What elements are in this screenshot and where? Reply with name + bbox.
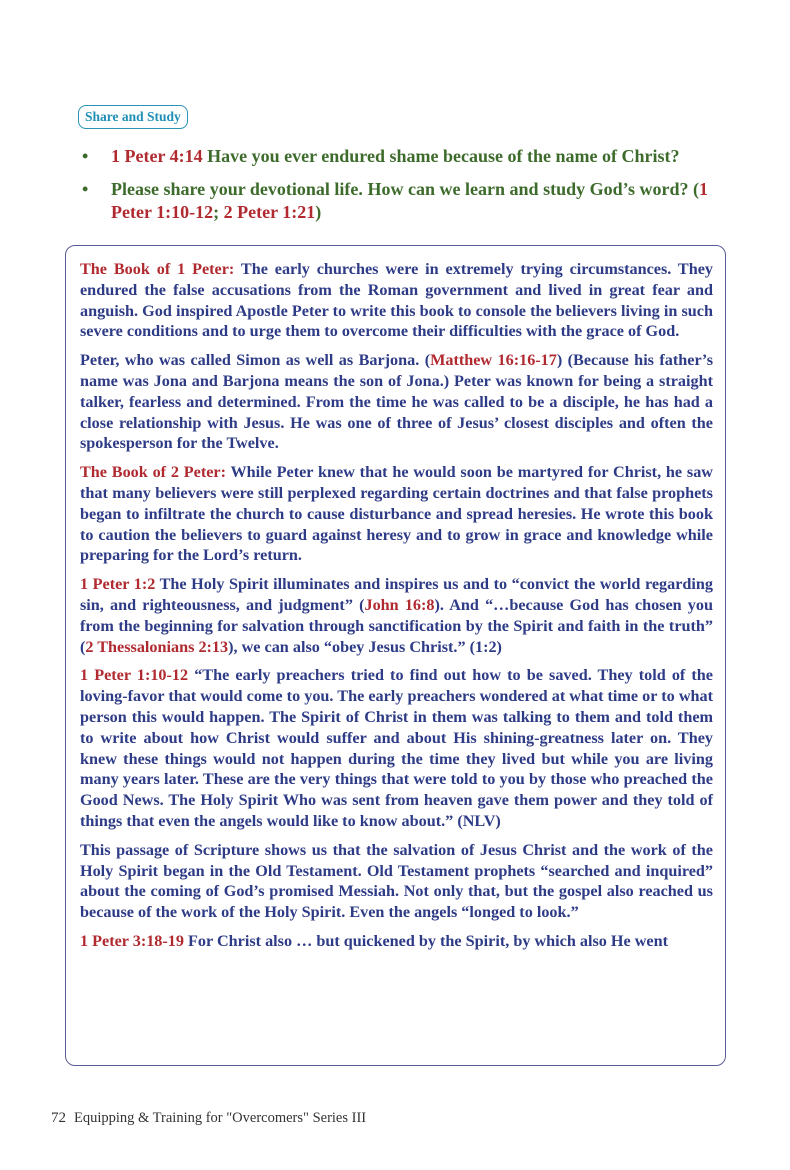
- paragraph-1-peter-1-2: [80, 574, 713, 657]
- scripture-ref: 1 Peter 1:2: [80, 575, 156, 594]
- scripture-ref: 1 Peter 1:10-12: [111, 179, 708, 222]
- bullet: •: [82, 179, 89, 199]
- paragraph-book-1-peter: [80, 259, 713, 342]
- question-item: [78, 178, 708, 224]
- paragraph-text: “The early preachers tried to find out how to be saved. They told of the loving-favor that would come to you. The early preachers wondered at what time or to what person this would happen. The Spirit of Christ in them was talking to them and told them to write about how Christ would suffer and about His shining-greatness later on. They knew these things would not happen during the time they lived but while you are living many years later. These are the very things that were told to you by those who preached the Good News. The Holy Spirit Who was sent from heaven gave them power and they told of things that even the angels would like to know about.” (NLV): [80, 666, 713, 830]
- paragraph-text: This passage of Scripture shows us that the salvation of Jesus Christ and the work of the Holy Spirit began in the Old Testament. Old Testament prophets “searched and inquired” about the coming of God’s promised Messiah. Not only that, but the gospel also reached us because of the work of the Holy Spirit. Even the angels “longed to look.”: [80, 840, 713, 922]
- section-label: The Book of 1 Peter:: [80, 260, 235, 278]
- paragraph-passage-summary: [80, 840, 713, 923]
- paragraph-1-peter-1-10-12: [80, 665, 713, 831]
- paragraph-peter-bio: [80, 350, 713, 454]
- paragraph-1-peter-3-18-19: [80, 931, 713, 952]
- discussion-questions: [78, 145, 708, 234]
- paragraph-text: ) (Because his father’s name was Jona and Barjona means the son of Jona.) Peter was known for being a straight talker, fearless and determined. From the time he was called to be a disciple, he has had a close relationship with Jesus. He was one of three of Jesus’ closest disciples and often the spokesperson for the Twelve.: [80, 351, 714, 453]
- paragraph-text: ), we can also “obey Jesus Christ.” (1:2): [228, 637, 502, 656]
- paragraph-text: The Holy Spirit illuminates and inspires us and to “convict the world regarding sin, and righteousness, and judgment” (: [80, 575, 713, 614]
- paragraph-book-2-peter: [80, 462, 713, 566]
- scripture-ref: Matthew 16:16-17: [430, 351, 557, 370]
- question-text: ;: [213, 202, 224, 222]
- question-item: [78, 145, 708, 168]
- series-title: Equipping & Training for "Overcomers" Series III: [74, 1110, 367, 1126]
- paragraph-text: The early churches were in extremely trying circumstances. They endured the false accusations from the Roman government and lived in great fear and anguish. God inspired Apostle Peter to write this book to console the believers living in such severe conditions and to urge them to overcome their difficulties with the grace of God.: [80, 260, 713, 341]
- study-notes-box: [65, 245, 726, 1066]
- scripture-ref: 1 Peter 3:18-19: [80, 931, 184, 950]
- scripture-ref: 2 Thessalonians 2:13: [85, 637, 229, 656]
- paragraph-text: Peter, who was called Simon as well as Barjona. (: [80, 351, 431, 370]
- page-number: 72: [51, 1110, 66, 1126]
- bullet: •: [82, 146, 89, 166]
- paragraph-text: ). And “…because God has chosen you from the beginning for salvation through sanctification by the Spirit and faith in the truth” (: [80, 595, 713, 656]
- scripture-ref: 2 Peter 1:21: [223, 202, 316, 222]
- share-and-study-tag: Share and Study: [78, 105, 188, 129]
- paragraph-text: For Christ also … but quickened by the Spirit, by which also He went: [183, 931, 669, 950]
- paragraph-text: While Peter knew that he would soon be martyred for Christ, he saw that many believers were still perplexed regarding certain doctrines and that false prophets began to infiltrate the church to cause disturbance and spread heresies. He wrote this book to caution the believers to guard against heresy and to grow in grace and knowledge while preparing for the Lord’s return.: [80, 463, 713, 565]
- page-footer: [51, 1110, 366, 1127]
- question-text: Have you ever endured shame because of the name of Christ?: [202, 146, 680, 166]
- scripture-ref: 1 Peter 1:10-12: [80, 666, 189, 685]
- section-label: The Book of 2 Peter:: [80, 463, 226, 482]
- scripture-ref: John 16:8: [364, 595, 435, 614]
- question-text: Please share your devotional life. How can we learn and study God’s word? (: [111, 179, 699, 199]
- question-text: ): [315, 202, 322, 222]
- scripture-ref: 1 Peter 4:14: [111, 146, 203, 166]
